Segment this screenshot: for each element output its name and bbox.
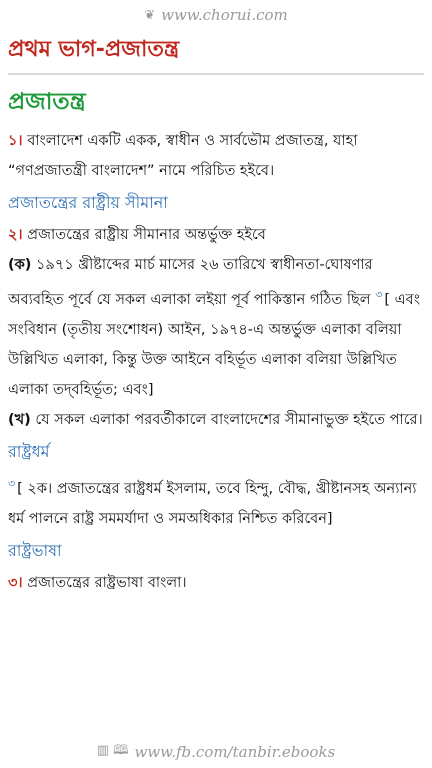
article-2a: [8, 469, 424, 534]
article-3-number: ৩।: [8, 574, 23, 591]
footnote-marker[interactable]: ৩: [8, 476, 16, 490]
article-1-text: বাংলাদেশ একটি একক, স্বাধীন ও সার্বভৌম প্রজাতন্ত্র, যাহা “গণপ্রজাতন্ত্রী বাংলাদেশ” নামে পরিচিত হইবে।: [8, 133, 358, 179]
article-2a-text: [ ২ক। প্রজাতন্ত্রের রাষ্ট্রধর্ম ইসলাম, তবে হিন্দু, বৌদ্ধ, খ্রীষ্টানসহ অন্যান্য ধর্ম পালনে রাষ্ট্র সমমর্যাদা ও সমঅধিকার নিশ্চিত করিবেন]: [8, 480, 417, 527]
article-1-number: ১।: [8, 133, 23, 149]
footnote-marker[interactable]: ৩: [375, 288, 383, 301]
clause-a-text-amended: [ এবং সংবিধান (তৃতীয় সংশোধন) আইন, ১৯৭৪-এ অন্তর্ভুক্ত এলাকা বলিয়া উল্লিখিত এলাকা, কিন্তু উক্ত আইনে বহির্ভূত এলাকা বলিয়া উল্লিখিত এলাকা তদ্‌বহির্ভূত; এবং]: [8, 291, 420, 398]
article-2-clause-b: [8, 405, 424, 435]
article-2: [8, 220, 424, 250]
clause-a-text: ১৯৭১ খ্রীষ্টাব্দের মার্চ মাসের ২৬ তারিখে স্বাধীনতা-ঘোষণার অব্যবহিত পূর্বে যে সকল এলাকা লইয়া পূর্ব পাকিস্তান গঠিত ছিল: [8, 257, 373, 308]
site-url[interactable]: www.chorui.com: [161, 6, 288, 24]
clause-b-label: (খ): [8, 411, 31, 428]
clause-b-text: যে সকল এলাকা পরবর্তীকালে বাংলাদেশের সীমানাভুক্ত হইতে পারে।: [35, 411, 423, 428]
article-1: [8, 126, 424, 186]
footer-url[interactable]: www.fb.com/tanbir.ebooks: [134, 743, 336, 761]
site-header: [0, 0, 432, 30]
article-3: [8, 568, 424, 598]
article-2-clause-a: [8, 250, 424, 405]
section-heading-religion: রাষ্ট্রধর্ম: [8, 441, 50, 461]
clause-a-label: (ক): [8, 257, 32, 273]
site-footer: [0, 736, 432, 768]
article-2-number: ২।: [8, 227, 23, 243]
library-book-icons: ▥ 🕮: [96, 743, 129, 758]
section-heading-territory: প্রজাতন্ত্রের রাষ্ট্রীয় সীমানা: [8, 193, 168, 212]
section-heading-language: রাষ্ট্রভাষা: [8, 540, 62, 560]
article-2-text: প্রজাতন্ত্রের রাষ্ট্রীয় সীমানার অন্তর্ভুক্ত হইবে: [27, 227, 266, 243]
article-3-text: প্রজাতন্ত্রের রাষ্ট্রভাষা বাংলা।: [27, 574, 187, 591]
clover-icon: ❦: [144, 7, 156, 23]
chapter-title: প্রজাতন্ত্র: [8, 89, 86, 115]
part-title: প্রথম ভাগ-প্রজাতন্ত্র: [8, 32, 424, 75]
